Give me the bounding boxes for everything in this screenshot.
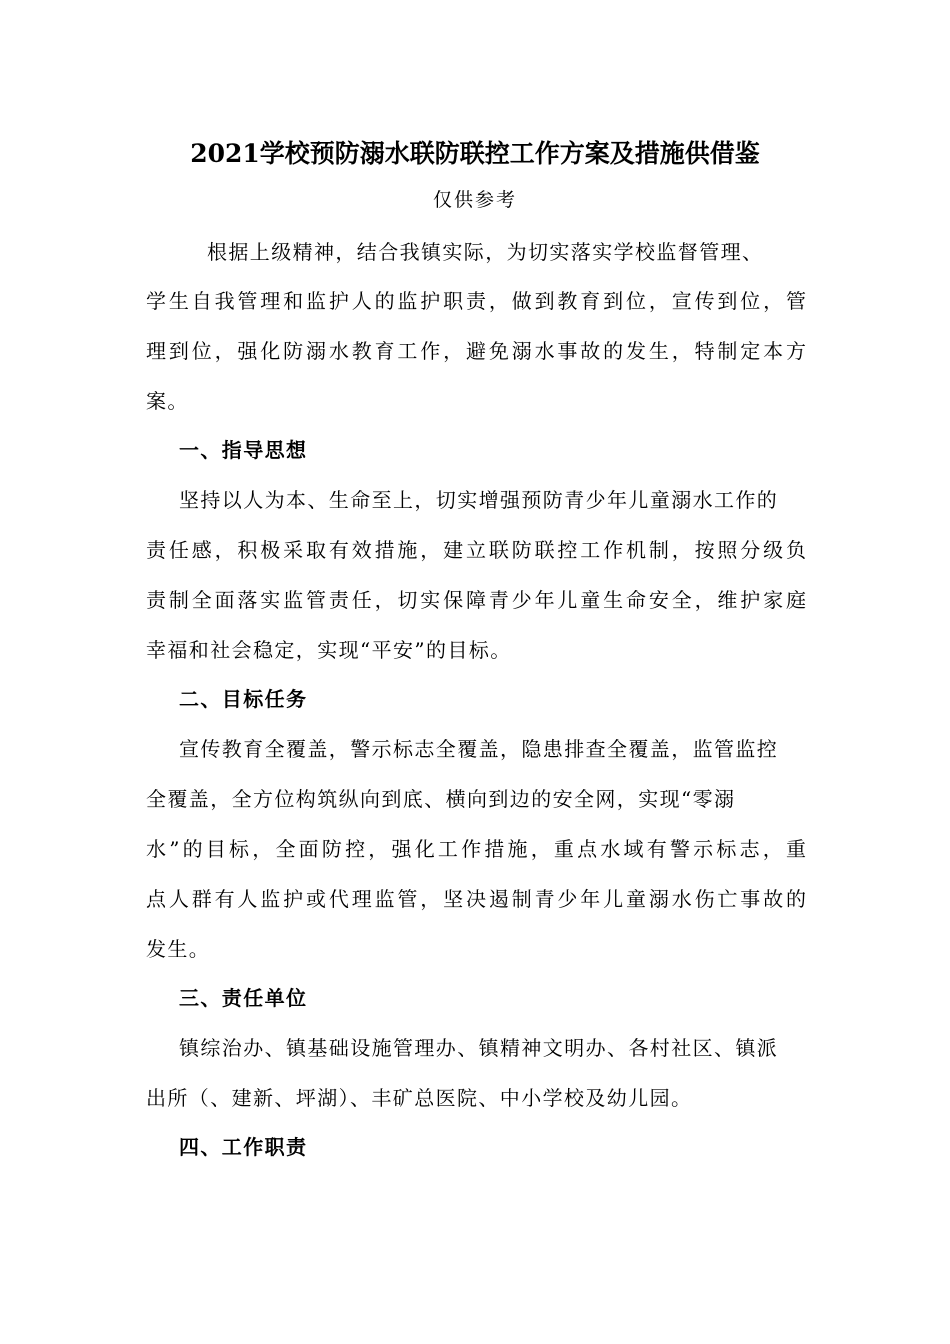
section-4-heading: 四、工作职责 <box>179 1135 308 1159</box>
section-2-line-2: 全覆盖，全方位构筑纵向到底、横向到边的安全网，实现“零溺 <box>146 787 736 811</box>
section-1-line-2: 责任感，积极采取有效措施，建立联防联控工作机制，按照分级负 <box>146 538 806 562</box>
section-1-line-4: 幸福和社会稳定，实现“平安”的目标。 <box>146 638 512 662</box>
section-2-heading: 二、目标任务 <box>179 687 308 711</box>
section-1-heading: 一、指导思想 <box>179 438 308 462</box>
intro-line-4: 案。 <box>146 389 189 413</box>
section-3-line-2: 出所（、建新、坪湖）、丰矿总医院、中小学校及幼儿园。 <box>146 1086 693 1110</box>
document-subtitle: 仅供参考 <box>432 189 517 211</box>
section-2-line-3: 水”的目标，全面防控，强化工作措施，重点水域有警示标志，重 <box>146 837 806 861</box>
section-1-line-3: 责制全面落实监管责任，切实保障青少年儿童生命安全，维护家庭 <box>146 588 806 612</box>
document-title: 2021学校预防溺水联防联控工作方案及措施供借鉴 <box>190 139 760 168</box>
intro-line-3: 理到位，强化防溺水教育工作，避免溺水事故的发生，特制定本方 <box>146 339 806 363</box>
section-3-line-1: 镇综治办、镇基础设施管理办、镇精神文明办、各村社区、镇派 <box>179 1036 779 1060</box>
section-2-line-4: 点人群有人监护或代理监管，坚决遏制青少年儿童溺水伤亡事故的 <box>146 887 806 911</box>
intro-line-1: 根据上级精神，结合我镇实际，为切实落实学校监督管理、 <box>207 240 764 264</box>
intro-line-2: 学生自我管理和监护人的监护职责，做到教育到位，宣传到位，管 <box>146 289 806 313</box>
section-1-line-1: 坚持以人为本、生命至上，切实增强预防青少年儿童溺水工作的 <box>179 488 779 512</box>
section-2-line-1: 宣传教育全覆盖，警示标志全覆盖，隐患排查全覆盖，监管监控 <box>179 737 779 761</box>
section-2-line-5: 发生。 <box>146 937 211 961</box>
section-3-heading: 三、责任单位 <box>179 986 308 1010</box>
